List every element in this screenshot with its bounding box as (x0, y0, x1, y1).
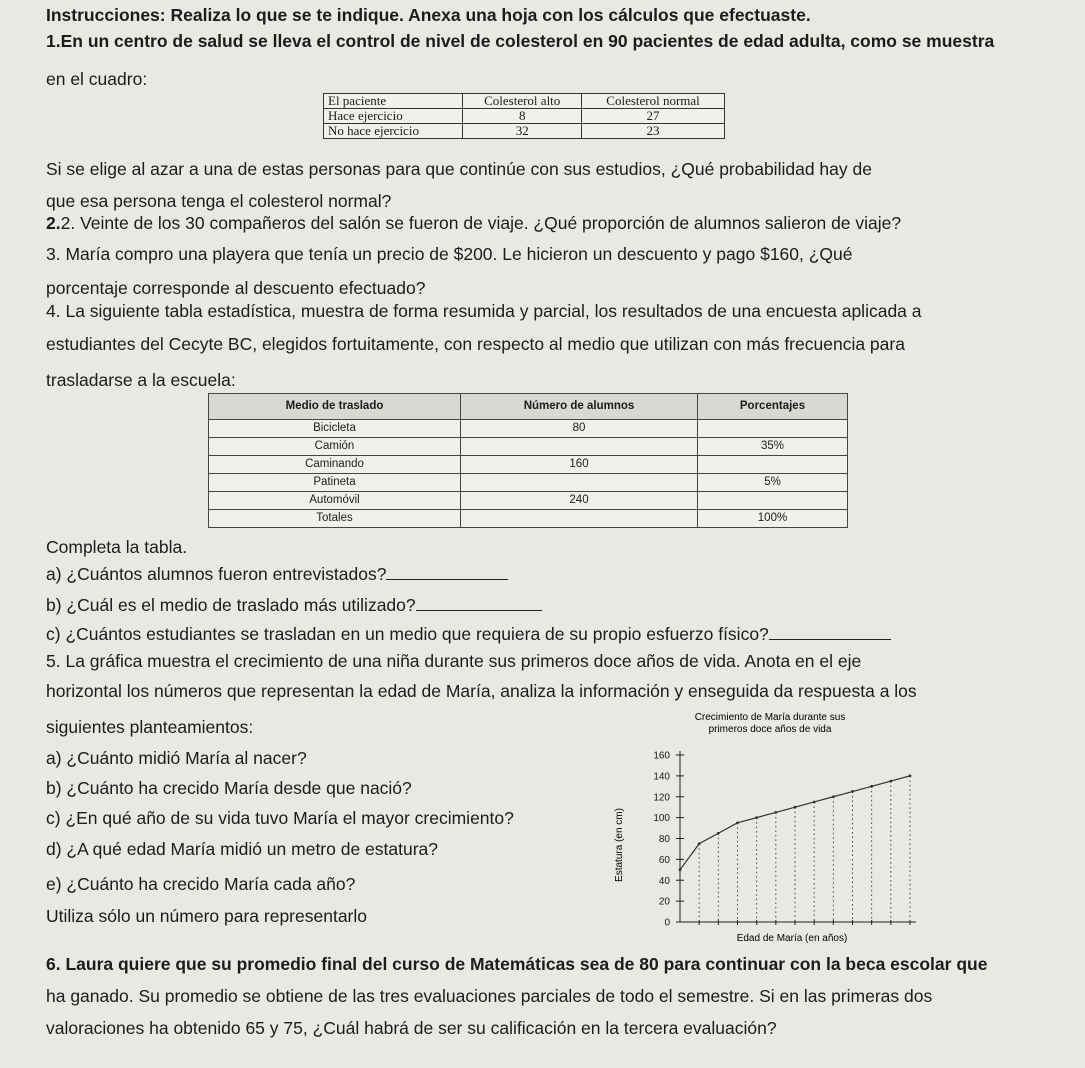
chart-title: primeros doce años de vida (708, 724, 832, 735)
table-cell: 5% (698, 474, 848, 492)
q3-line-1: 3. María compro una playera que tenía un precio de $200. Le hicieron un descuento y pago $160, ¿Qué (46, 244, 853, 264)
q5-line-2: horizontal los números que representan la edad de María, analiza la información y enseguida da respuesta a los (46, 681, 917, 701)
q1-line-1: 1.En un centro de salud se lleva el control de nivel de colesterol en 90 pacientes de edad adulta, como se muestra (46, 31, 995, 51)
answer-blank[interactable] (769, 623, 891, 640)
q4-c (46, 623, 891, 645)
table-row (209, 438, 848, 456)
y-axis-label: Estatura (en cm) (614, 808, 625, 882)
table-row (209, 456, 848, 474)
q5-d: d) ¿A qué edad María midió un metro de estatura? (46, 839, 439, 859)
q4-line-1: 4. La siguiente tabla estadística, muestra de forma resumida y parcial, los resultados de una encuesta aplicada a (46, 301, 922, 321)
q4-a-text: a) ¿Cuántos alumnos fueron entrevistados? (46, 564, 387, 584)
q4-a (46, 563, 508, 585)
table-cell: Caminando (209, 456, 461, 474)
table-header: Medio de traslado (209, 394, 461, 420)
y-tick-label: 160 (653, 750, 670, 762)
q4-b-text: b) ¿Cuál es el medio de traslado más utilizado? (46, 595, 416, 615)
table-cell: Automóvil (209, 492, 461, 510)
q5-line-1: 5. La gráfica muestra el crecimiento de una niña durante sus primeros doce años de vida. Anota en el eje (46, 651, 862, 671)
y-tick-label: 80 (658, 834, 670, 845)
y-tick-label: 40 (658, 875, 670, 887)
answer-blank[interactable] (386, 563, 508, 580)
table-header: Número de alumnos (461, 394, 698, 420)
instructions-header: Instrucciones: Realiza lo que se te indique. Anexa una hoja con los cálculos que efectuaste. (46, 5, 811, 25)
table-cell: 23 (582, 124, 725, 139)
y-tick-label: 60 (658, 854, 670, 866)
data-point (755, 816, 758, 819)
q4-b (46, 594, 542, 616)
data-point (679, 868, 682, 871)
table-cell: Bicicleta (209, 420, 461, 438)
growth-chart (600, 705, 920, 950)
table-cell: 240 (461, 492, 698, 510)
table-cell: Totales (209, 510, 461, 528)
q2-text: 2.2. Veinte de los 30 compañeros del salón se fueron de viaje. ¿Qué proporción de alumnos salieron de viaje? (46, 213, 902, 233)
data-point (909, 774, 912, 777)
answer-blank[interactable] (416, 594, 542, 611)
table-cell: No hace ejercicio (324, 124, 463, 139)
table-row (324, 124, 725, 139)
data-point (851, 790, 854, 793)
table-row (209, 474, 848, 492)
data-point (870, 785, 873, 788)
q3-line-2: porcentaje corresponde al descuento efectuado? (46, 278, 426, 298)
q4-line-2: estudiantes del Cecyte BC, elegidos fortuitamente, con respecto al medio que utilizan con más frecuencia para (46, 334, 905, 354)
table-cell (461, 510, 698, 528)
table-cell: 100% (698, 510, 848, 528)
table-header: Colesterol normal (582, 94, 725, 109)
chart-title: Crecimiento de María durante sus (694, 712, 846, 723)
y-tick-label: 140 (653, 771, 670, 783)
table-cell: Camión (209, 438, 461, 456)
table-header: Colesterol alto (463, 94, 582, 109)
table-cell (698, 420, 848, 438)
data-point (698, 842, 701, 845)
q5-line-3: siguientes planteamientos: (46, 717, 254, 737)
y-tick-label: 120 (653, 792, 670, 804)
table-cell (698, 492, 848, 510)
q1-line-3: Si se elige al azar a una de estas personas para que continúe con sus estudios, ¿Qué probabilidad hay de (46, 159, 872, 179)
q1-line-2: en el cuadro: (46, 69, 148, 89)
table-row (324, 109, 725, 124)
table-cell: 8 (463, 109, 582, 124)
data-point (774, 811, 777, 814)
data-point (794, 806, 797, 809)
q6-line-3: valoraciones ha obtenido 65 y 75, ¿Cuál habrá de ser su calificación en la tercera evaluación? (46, 1018, 777, 1038)
table-row (209, 492, 848, 510)
q5-note: Utiliza sólo un número para representarlo (46, 906, 367, 926)
complete-table-text: Completa la tabla. (46, 537, 188, 557)
q6-line-2: ha ganado. Su promedio se obtiene de las tres evaluaciones parciales de todo el semestre. Si en las primeras dos (46, 986, 933, 1006)
q1-line-4: que esa persona tenga el colesterol normal? (46, 191, 392, 211)
data-point (717, 832, 720, 835)
cholesterol-table (323, 93, 725, 139)
table-header: Porcentajes (698, 394, 848, 420)
growth-line (680, 776, 910, 870)
data-point (889, 780, 892, 783)
y-tick-label: 0 (664, 917, 670, 929)
data-point (736, 821, 739, 824)
table-cell: 160 (461, 456, 698, 474)
table-cell (698, 456, 848, 474)
data-point (832, 795, 835, 798)
table-cell (461, 474, 698, 492)
table-header: El paciente (324, 94, 463, 109)
q5-e: e) ¿Cuánto ha crecido María cada año? (46, 874, 356, 894)
data-point (813, 801, 816, 804)
x-axis-label: Edad de María (en años) (736, 933, 848, 944)
table-cell: Hace ejercicio (324, 109, 463, 124)
table-cell: 27 (582, 109, 725, 124)
table-cell: 80 (461, 420, 698, 438)
table-row (209, 510, 848, 528)
q2-body: 2. Veinte de los 30 compañeros del salón se fueron de viaje. ¿Qué proporción de alumnos salieron de viaje? (60, 213, 902, 233)
q5-a: a) ¿Cuánto midió María al nacer? (46, 748, 307, 768)
q4-c-text: c) ¿Cuántos estudiantes se trasladan en un medio que requiera de su propio esfuerzo físico? (46, 624, 769, 644)
q5-b: b) ¿Cuánto ha crecido María desde que nació? (46, 778, 412, 798)
y-tick-label: 20 (658, 896, 670, 908)
q6-line-1: 6. Laura quiere que su promedio final del curso de Matemáticas sea de 80 para continuar con la beca escolar que (46, 954, 988, 974)
q5-c: c) ¿En qué año de su vida tuvo María el mayor crecimiento? (46, 808, 514, 828)
table-cell: 35% (698, 438, 848, 456)
q4-line-3: trasladarse a la escuela: (46, 370, 236, 390)
y-tick-label: 100 (653, 813, 670, 825)
table-cell: Patineta (209, 474, 461, 492)
transport-table (208, 393, 848, 528)
table-row (209, 420, 848, 438)
table-cell (461, 438, 698, 456)
table-cell: 32 (463, 124, 582, 139)
